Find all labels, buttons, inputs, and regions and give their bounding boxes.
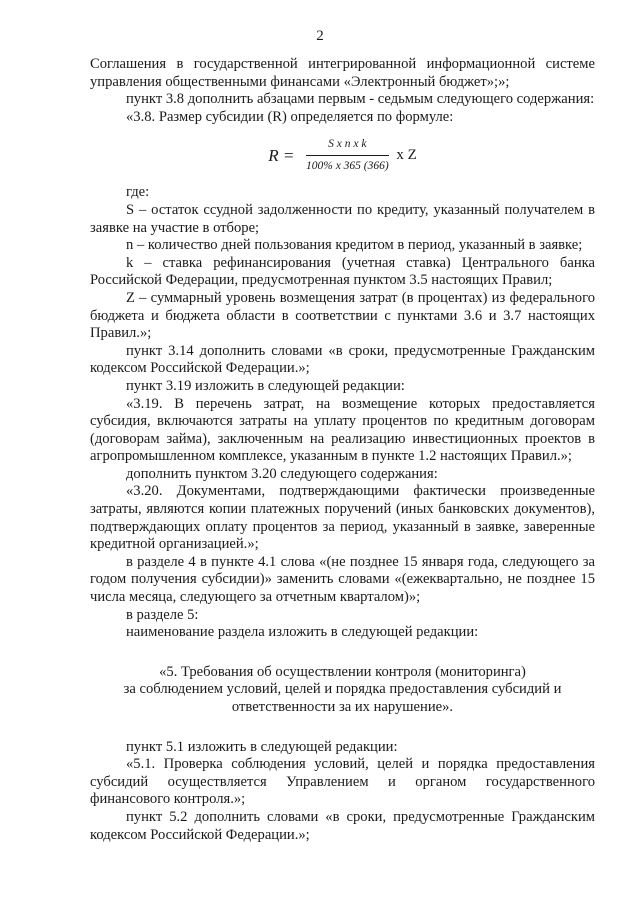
paragraph: Z – суммарный уровень возмещения затрат (в процентах) из федерального бюджета и бюджета области в соответствии с пунктами 3.6 и 3.7 настоящих Правил.»; bbox=[90, 289, 595, 342]
formula-denominator: 100% x 365 (366) bbox=[305, 159, 389, 172]
paragraph: пункт 5.1 изложить в следующей редакции: bbox=[126, 738, 398, 755]
subsidy-formula bbox=[90, 136, 595, 176]
heading-line: «5. Требования об осуществлении контроля (мониторинга) bbox=[159, 663, 526, 680]
paragraph: k – ставка рефинансирования (учетная ставка) Центрального банка Российской Федерации, предусмотренная пунктом 3.5 настоящих Правил; bbox=[90, 254, 595, 289]
paragraph: пункт 3.8 дополнить абзацами первым - седьмым следующего содержания: bbox=[126, 91, 595, 108]
section-heading bbox=[90, 664, 595, 717]
paragraph: в разделе 4 в пункте 4.1 слова «(не позднее 15 января года, следующего за годом получения субсидии)» заменить словами «(ежеквартально, не позднее 15 числа месяца, следующего за отчетным кварталом)»; bbox=[90, 553, 595, 606]
formula-numerator: S x n x k bbox=[306, 136, 389, 156]
paragraph: где: bbox=[126, 184, 150, 201]
document-body bbox=[90, 56, 595, 844]
heading-line: за соблюдением условий, целей и порядка предоставления субсидий и ответственности за их нарушение». bbox=[123, 681, 562, 715]
paragraph: «5.1. Проверка соблюдения условий, целей и порядка предоставления субсидий осуществляется Управлением и органом государственного финансового контроля.»; bbox=[90, 756, 595, 808]
formula-fraction bbox=[306, 136, 389, 175]
formula-rhs: x Z bbox=[396, 147, 417, 164]
paragraph: S – остаток ссудной задолженности по кредиту, указанный получателем в заявке на участие в отборе; bbox=[90, 201, 595, 236]
paragraph: Соглашения в государственной интегрированной информационной системе управления общественными финансами «Электронный бюджет»;»; bbox=[90, 56, 595, 90]
paragraph: пункт 3.19 изложить в следующей редакции: bbox=[126, 377, 405, 394]
paragraph: «3.20. Документами, подтверждающими фактически произведенные затраты, являются копии платежных поручений (иных банковских документов), подтверждающих оплату процентов за период, указанный в заявке, заверенные кредитной организацией.»; bbox=[90, 483, 595, 553]
paragraph: наименование раздела изложить в следующей редакции: bbox=[126, 624, 479, 641]
formula-lhs: R = bbox=[268, 146, 295, 166]
paragraph: n – количество дней пользования кредитом в период, указанный в заявке; bbox=[126, 237, 583, 254]
page-number: 2 bbox=[316, 28, 324, 44]
paragraph: пункт 3.14 дополнить словами «в сроки, предусмотренные Гражданским кодексом Российской Федерации.»; bbox=[90, 342, 595, 377]
paragraph: дополнить пунктом 3.20 следующего содержания: bbox=[126, 465, 438, 482]
paragraph: в разделе 5: bbox=[126, 606, 199, 623]
paragraph: пункт 5.2 дополнить словами «в сроки, предусмотренные Гражданским кодексом Российской Федерации.»; bbox=[90, 808, 595, 843]
paragraph: «3.8. Размер субсидии (R) определяется по формуле: bbox=[126, 108, 454, 125]
paragraph: «3.19. В перечень затрат, на возмещение которых предоставляется субсидия, включаются затраты на уплату процентов по кредитным договорам (договорам займа), заключенным на реализацию инвестиционных проектов в агропромышленном комплексе, указанным в пункте 1.2 настоящих Правил.»; bbox=[90, 395, 595, 465]
